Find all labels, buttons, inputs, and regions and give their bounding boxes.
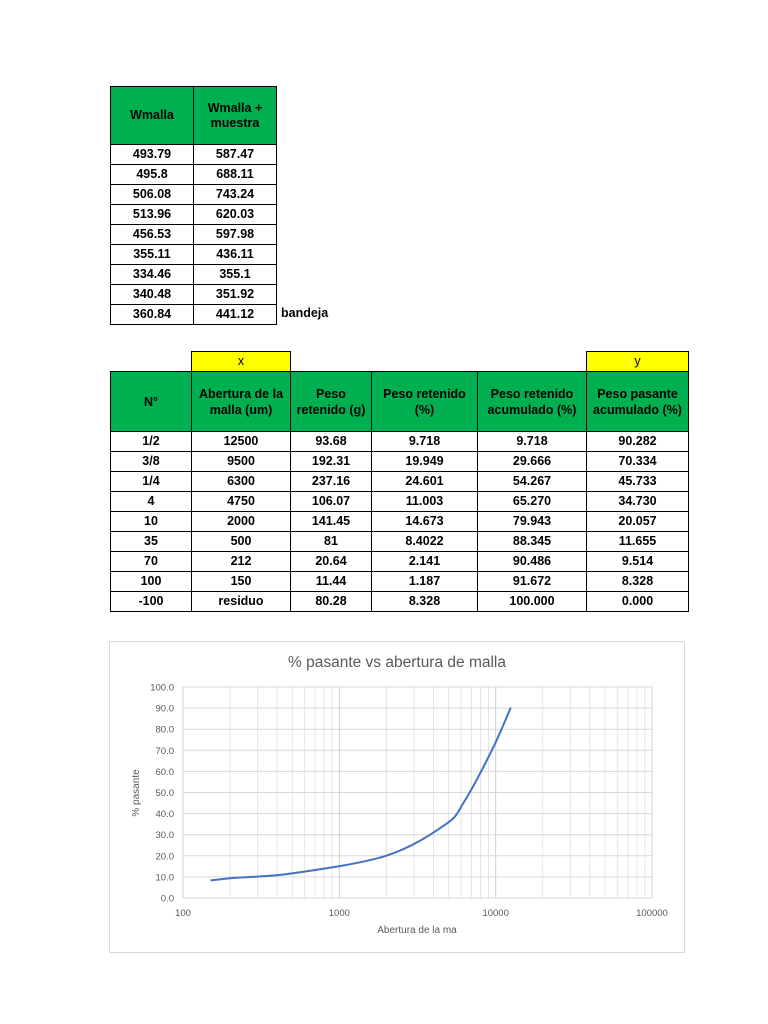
header-peso-pasante-acum: Peso pasante acumulado (%) — [587, 372, 689, 432]
table-cell: 9500 — [192, 452, 291, 472]
table-row — [111, 432, 689, 452]
table-row — [111, 165, 277, 185]
table-row — [111, 552, 689, 572]
table-cell: 3/8 — [111, 452, 192, 472]
table-cell: 351.92 — [194, 285, 277, 305]
table-cell: 70.334 — [587, 452, 689, 472]
y-tick-label: 50.0 — [155, 788, 174, 799]
series-line — [211, 708, 511, 881]
table-row — [111, 185, 277, 205]
y-tick-label: 90.0 — [155, 703, 174, 715]
x-axis-title: Abertura de la ma — [377, 925, 457, 936]
table-cell: 79.943 — [478, 512, 587, 532]
table-cell: 500 — [192, 532, 291, 552]
table-cell: 2000 — [192, 512, 291, 532]
table-cell: 24.601 — [372, 472, 478, 492]
table-cell: 93.68 — [291, 432, 372, 452]
header-peso-retenido-acum: Peso retenido acumulado (%) — [478, 372, 587, 432]
table-cell: 90.486 — [478, 552, 587, 572]
chart-svg — [110, 642, 684, 952]
chart-title: % pasante vs abertura de malla — [288, 654, 506, 671]
table-cell: 8.328 — [587, 572, 689, 592]
y-tick-label: 30.0 — [155, 830, 174, 842]
table-cell: 100 — [111, 572, 192, 592]
table-cell: 456.53 — [111, 225, 194, 245]
table-cell: 81 — [291, 532, 372, 552]
header-peso-retenido-pct: Peso retenido (%) — [372, 372, 478, 432]
table-cell: 11.655 — [587, 532, 689, 552]
table-cell: 495.8 — [111, 165, 194, 185]
table-cell: 100.000 — [478, 592, 587, 612]
table-cell: -100 — [111, 592, 192, 612]
weights-table — [110, 86, 277, 325]
y-tick-label: 80.0 — [155, 724, 174, 736]
table-cell: 743.24 — [194, 185, 277, 205]
table-cell: 11.003 — [372, 492, 478, 512]
y-tick-label: 10.0 — [155, 872, 174, 884]
table-cell: 441.12 — [194, 305, 277, 325]
table-cell: 355.1 — [194, 265, 277, 285]
table-cell: 88.345 — [478, 532, 587, 552]
table-cell: 8.328 — [372, 592, 478, 612]
table-cell: 4750 — [192, 492, 291, 512]
table-cell: 334.46 — [111, 265, 194, 285]
x-column-tag: x — [191, 351, 291, 372]
table-cell: 54.267 — [478, 472, 587, 492]
y-tick-labels — [150, 683, 174, 905]
table-row — [111, 145, 277, 165]
table-row — [111, 285, 277, 305]
table-cell: 91.672 — [478, 572, 587, 592]
table-cell: 1.187 — [372, 572, 478, 592]
header-peso-retenido-g: Peso retenido (g) — [291, 372, 372, 432]
table-row — [111, 592, 689, 612]
pasante-chart — [109, 641, 685, 953]
table-row — [111, 225, 277, 245]
y-axis-title: % pasante — [131, 769, 142, 817]
table-cell: 45.733 — [587, 472, 689, 492]
table-cell: 106.07 — [291, 492, 372, 512]
table-row — [111, 265, 277, 285]
table-row — [111, 492, 689, 512]
table-cell: 34.730 — [587, 492, 689, 512]
x-tick-labels — [175, 908, 668, 919]
header-wmalla-muestra: Wmalla + muestra — [194, 87, 277, 145]
table-cell: 587.47 — [194, 145, 277, 165]
table-cell: 6300 — [192, 472, 291, 492]
table-row — [111, 532, 689, 552]
header-abertura: Abertura de la malla (um) — [192, 372, 291, 432]
weights-table-body — [111, 145, 277, 325]
table-row — [111, 512, 689, 532]
granulometry-table-body — [111, 432, 689, 612]
header-numero: N° — [111, 372, 192, 432]
table-cell: 0.000 — [587, 592, 689, 612]
x-tick-label: 1000 — [328, 908, 350, 919]
table-row — [111, 205, 277, 225]
y-tick-label: 100.0 — [150, 682, 174, 694]
table-cell: 237.16 — [291, 472, 372, 492]
table-cell: 688.11 — [194, 165, 277, 185]
table-cell: 436.11 — [194, 245, 277, 265]
table-cell: residuo — [192, 592, 291, 612]
table-cell: 2.141 — [372, 552, 478, 572]
y-tick-label: 40.0 — [155, 809, 174, 821]
table-cell: 141.45 — [291, 512, 372, 532]
table-cell: 9.718 — [372, 432, 478, 452]
y-tick-label: 20.0 — [155, 851, 174, 863]
x-tick-label: 100000 — [636, 908, 668, 919]
table-cell: 90.282 — [587, 432, 689, 452]
table-cell: 20.057 — [587, 512, 689, 532]
table-cell: 19.949 — [372, 452, 478, 472]
table-cell: 360.84 — [111, 305, 194, 325]
table-cell: 11.44 — [291, 572, 372, 592]
table-cell: 212 — [192, 552, 291, 572]
table-cell: 35 — [111, 532, 192, 552]
table-row — [111, 472, 689, 492]
table-cell: 10 — [111, 512, 192, 532]
table-cell: 12500 — [192, 432, 291, 452]
y-tick-label: 0.0 — [160, 893, 174, 905]
table-cell: 1/4 — [111, 472, 192, 492]
table-cell: 506.08 — [111, 185, 194, 205]
bandeja-label: bandeja — [281, 306, 329, 320]
table-cell: 9.718 — [478, 432, 587, 452]
header-wmalla: Wmalla — [111, 87, 194, 145]
table-cell: 597.98 — [194, 225, 277, 245]
table-cell: 65.270 — [478, 492, 587, 512]
granulometry-table — [110, 371, 689, 612]
table-cell: 80.28 — [291, 592, 372, 612]
table-cell: 150 — [192, 572, 291, 592]
x-tick-label: 10000 — [482, 908, 509, 919]
table-cell: 513.96 — [111, 205, 194, 225]
table-row — [111, 452, 689, 472]
table-cell: 29.666 — [478, 452, 587, 472]
x-tick-label: 100 — [175, 908, 191, 919]
chart-grid — [183, 687, 652, 898]
table-cell: 4 — [111, 492, 192, 512]
y-column-tag: y — [586, 351, 689, 372]
table-cell: 1/2 — [111, 432, 192, 452]
table-row — [111, 572, 689, 592]
table-cell: 20.64 — [291, 552, 372, 572]
y-tick-label: 70.0 — [155, 745, 174, 757]
table-cell: 620.03 — [194, 205, 277, 225]
table-cell: 8.4022 — [372, 532, 478, 552]
table-row — [111, 305, 277, 325]
table-cell: 9.514 — [587, 552, 689, 572]
table-cell: 192.31 — [291, 452, 372, 472]
table-cell: 340.48 — [111, 285, 194, 305]
table-cell: 70 — [111, 552, 192, 572]
table-cell: 493.79 — [111, 145, 194, 165]
table-cell: 14.673 — [372, 512, 478, 532]
table-row — [111, 245, 277, 265]
y-tick-label: 60.0 — [155, 766, 174, 778]
table-cell: 355.11 — [111, 245, 194, 265]
